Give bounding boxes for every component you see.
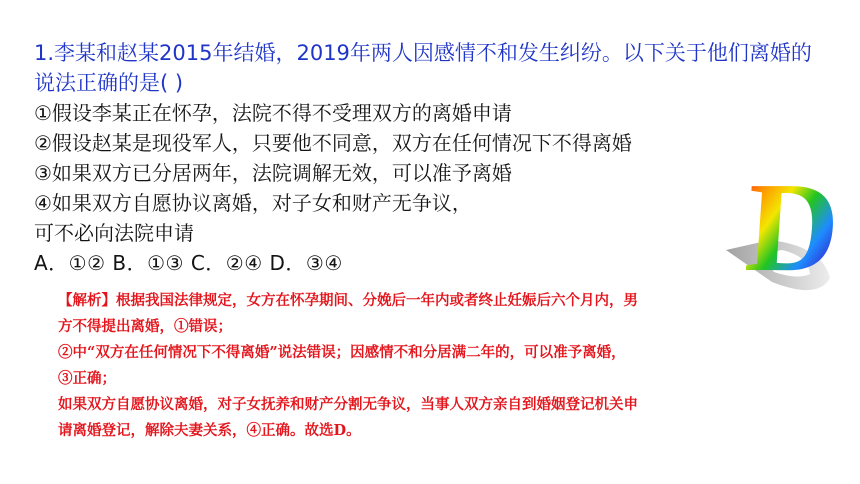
question-title: 1.李某和赵某2015年结婚，2019年两人因感情不和发生纠纷。以下关于他们离婚的说法正确的是( ) [34, 41, 812, 95]
answer-choices: A．①② B．①③ C．②④ D．③④ [34, 251, 343, 275]
analysis-line-2: 方不得提出离婚，①错误； [58, 318, 232, 335]
option-4: ④如果双方自愿协议离婚，对子女和财产无争议， [34, 191, 472, 215]
analysis-line-1: 【解析】根据我国法律规定，女方在怀孕期间、分娩后一年内或者终止妊娠后六个月内，男 [58, 292, 638, 309]
option-3: ③如果双方已分居两年，法院调解无效，可以准予离婚 [34, 161, 512, 185]
analysis-line-6: 请离婚登记，解除夫妻关系，④正确。故选D。 [58, 422, 361, 439]
analysis-line-5: 如果双方自愿协议离婚，对子女抚养和财产分割无争议，当事人双方亲自到婚姻登记机关申 [58, 396, 638, 413]
option-4-continued: 可不必向法院申请 [34, 221, 194, 245]
answer-letter-text: D [741, 156, 845, 298]
question-block [34, 38, 824, 278]
option-2: ②假设赵某是现役军人，只要他不同意，双方在任何情况下不得离婚 [34, 131, 632, 155]
option-1: ①假设李某正在怀孕，法院不得不受理双方的离婚申请 [34, 101, 512, 125]
analysis-block [58, 288, 798, 444]
answer-letter-art [712, 150, 852, 310]
analysis-line-3: ②中“双方在任何情况下不得离婚”说法错误；因感情不和分居满二年的，可以准予离婚， [58, 344, 626, 361]
analysis-line-4: ③正确； [58, 370, 116, 387]
